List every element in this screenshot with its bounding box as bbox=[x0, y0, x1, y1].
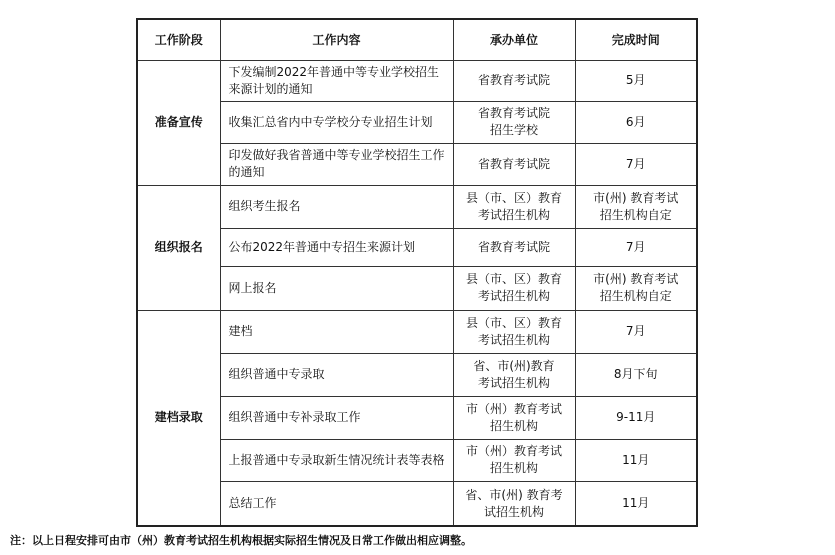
content-cell: 建档 bbox=[220, 310, 453, 353]
time-line: 市(州) 教育考试 bbox=[593, 190, 679, 205]
unit-line: 考试招生机构 bbox=[477, 207, 550, 222]
table-row bbox=[137, 266, 697, 310]
unit-cell bbox=[453, 228, 575, 266]
unit-line: 县（市、区）教育 bbox=[465, 190, 562, 205]
unit-cell bbox=[453, 101, 575, 143]
time-cell bbox=[575, 396, 697, 439]
content-cell: 公布2022年普通中专招生来源计划 bbox=[220, 228, 453, 266]
unit-line: 省、市(州) 教育考 bbox=[465, 487, 563, 502]
unit-line: 省教育考试院 bbox=[477, 106, 550, 121]
unit-line: 招生学校 bbox=[489, 123, 538, 138]
table-row bbox=[137, 228, 697, 266]
header-unit: 承办单位 bbox=[453, 19, 575, 61]
stage-cell-registration: 组织报名 bbox=[137, 185, 220, 310]
unit-cell bbox=[453, 266, 575, 310]
table-row bbox=[137, 143, 697, 185]
table-row bbox=[137, 396, 697, 439]
time-line: 7月 bbox=[625, 156, 646, 171]
header-stage: 工作阶段 bbox=[137, 19, 220, 61]
unit-cell bbox=[453, 310, 575, 353]
stage-cell-preparation: 准备宣传 bbox=[137, 61, 220, 186]
table-row bbox=[137, 310, 697, 353]
unit-line: 招生机构 bbox=[489, 418, 538, 433]
time-line: 6月 bbox=[625, 114, 646, 129]
unit-line: 招生机构 bbox=[489, 461, 538, 476]
time-line: 招生机构自定 bbox=[599, 289, 672, 304]
content-cell: 网上报名 bbox=[220, 266, 453, 310]
unit-cell bbox=[453, 482, 575, 526]
unit-line: 考试招生机构 bbox=[477, 375, 550, 390]
unit-cell bbox=[453, 353, 575, 396]
table-row bbox=[137, 482, 697, 526]
time-cell bbox=[575, 101, 697, 143]
content-cell: 印发做好我省普通中等专业学校招生工作的通知 bbox=[220, 143, 453, 185]
unit-cell bbox=[453, 143, 575, 185]
unit-cell bbox=[453, 396, 575, 439]
table-row bbox=[137, 439, 697, 482]
table-row bbox=[137, 353, 697, 396]
time-line: 7月 bbox=[625, 239, 646, 254]
footnote: 注：以上日程安排可由市（州）教育考试招生机构根据实际招生情况及日常工作做出相应调整。 bbox=[10, 534, 472, 547]
unit-line: 省、市(州)教育 bbox=[473, 358, 555, 373]
content-cell: 收集汇总省内中专学校分专业招生计划 bbox=[220, 101, 453, 143]
time-line: 7月 bbox=[625, 324, 646, 339]
schedule-table bbox=[136, 18, 698, 527]
time-cell bbox=[575, 482, 697, 526]
time-line: 市(州) 教育考试 bbox=[593, 272, 679, 287]
content-cell: 组织普通中专补录取工作 bbox=[220, 396, 453, 439]
unit-line: 考试招生机构 bbox=[477, 332, 550, 347]
content-cell: 下发编制2022年普通中等专业学校招生来源计划的通知 bbox=[220, 61, 453, 102]
table-row bbox=[137, 185, 697, 228]
time-cell bbox=[575, 61, 697, 102]
table-header-row bbox=[137, 19, 697, 61]
time-cell bbox=[575, 228, 697, 266]
time-line: 8月下旬 bbox=[613, 367, 658, 382]
unit-line: 省教育考试院 bbox=[477, 239, 550, 254]
time-line: 11月 bbox=[622, 452, 650, 467]
unit-line: 市（州）教育考试 bbox=[465, 444, 562, 459]
time-cell bbox=[575, 266, 697, 310]
time-cell bbox=[575, 185, 697, 228]
content-cell: 组织普通中专录取 bbox=[220, 353, 453, 396]
unit-line: 省教育考试院 bbox=[477, 156, 550, 171]
time-cell bbox=[575, 143, 697, 185]
stage-cell-admission: 建档录取 bbox=[137, 310, 220, 526]
unit-line: 省教育考试院 bbox=[477, 73, 550, 88]
time-line: 5月 bbox=[625, 73, 646, 88]
unit-cell bbox=[453, 439, 575, 482]
time-line: 11月 bbox=[622, 496, 650, 511]
unit-line: 考试招生机构 bbox=[477, 289, 550, 304]
unit-line: 县（市、区）教育 bbox=[465, 315, 562, 330]
unit-line: 县（市、区）教育 bbox=[465, 272, 562, 287]
time-cell bbox=[575, 439, 697, 482]
content-cell: 总结工作 bbox=[220, 482, 453, 526]
time-line: 9-11月 bbox=[616, 410, 656, 425]
table-row bbox=[137, 61, 697, 102]
unit-cell bbox=[453, 61, 575, 102]
time-line: 招生机构自定 bbox=[599, 207, 672, 222]
header-content: 工作内容 bbox=[220, 19, 453, 61]
header-time: 完成时间 bbox=[575, 19, 697, 61]
unit-line: 试招生机构 bbox=[483, 504, 544, 519]
content-cell: 组织考生报名 bbox=[220, 185, 453, 228]
unit-line: 市（州）教育考试 bbox=[465, 401, 562, 416]
unit-cell bbox=[453, 185, 575, 228]
table-row bbox=[137, 101, 697, 143]
content-cell: 上报普通中专录取新生情况统计表等表格 bbox=[220, 439, 453, 482]
time-cell bbox=[575, 353, 697, 396]
time-cell bbox=[575, 310, 697, 353]
